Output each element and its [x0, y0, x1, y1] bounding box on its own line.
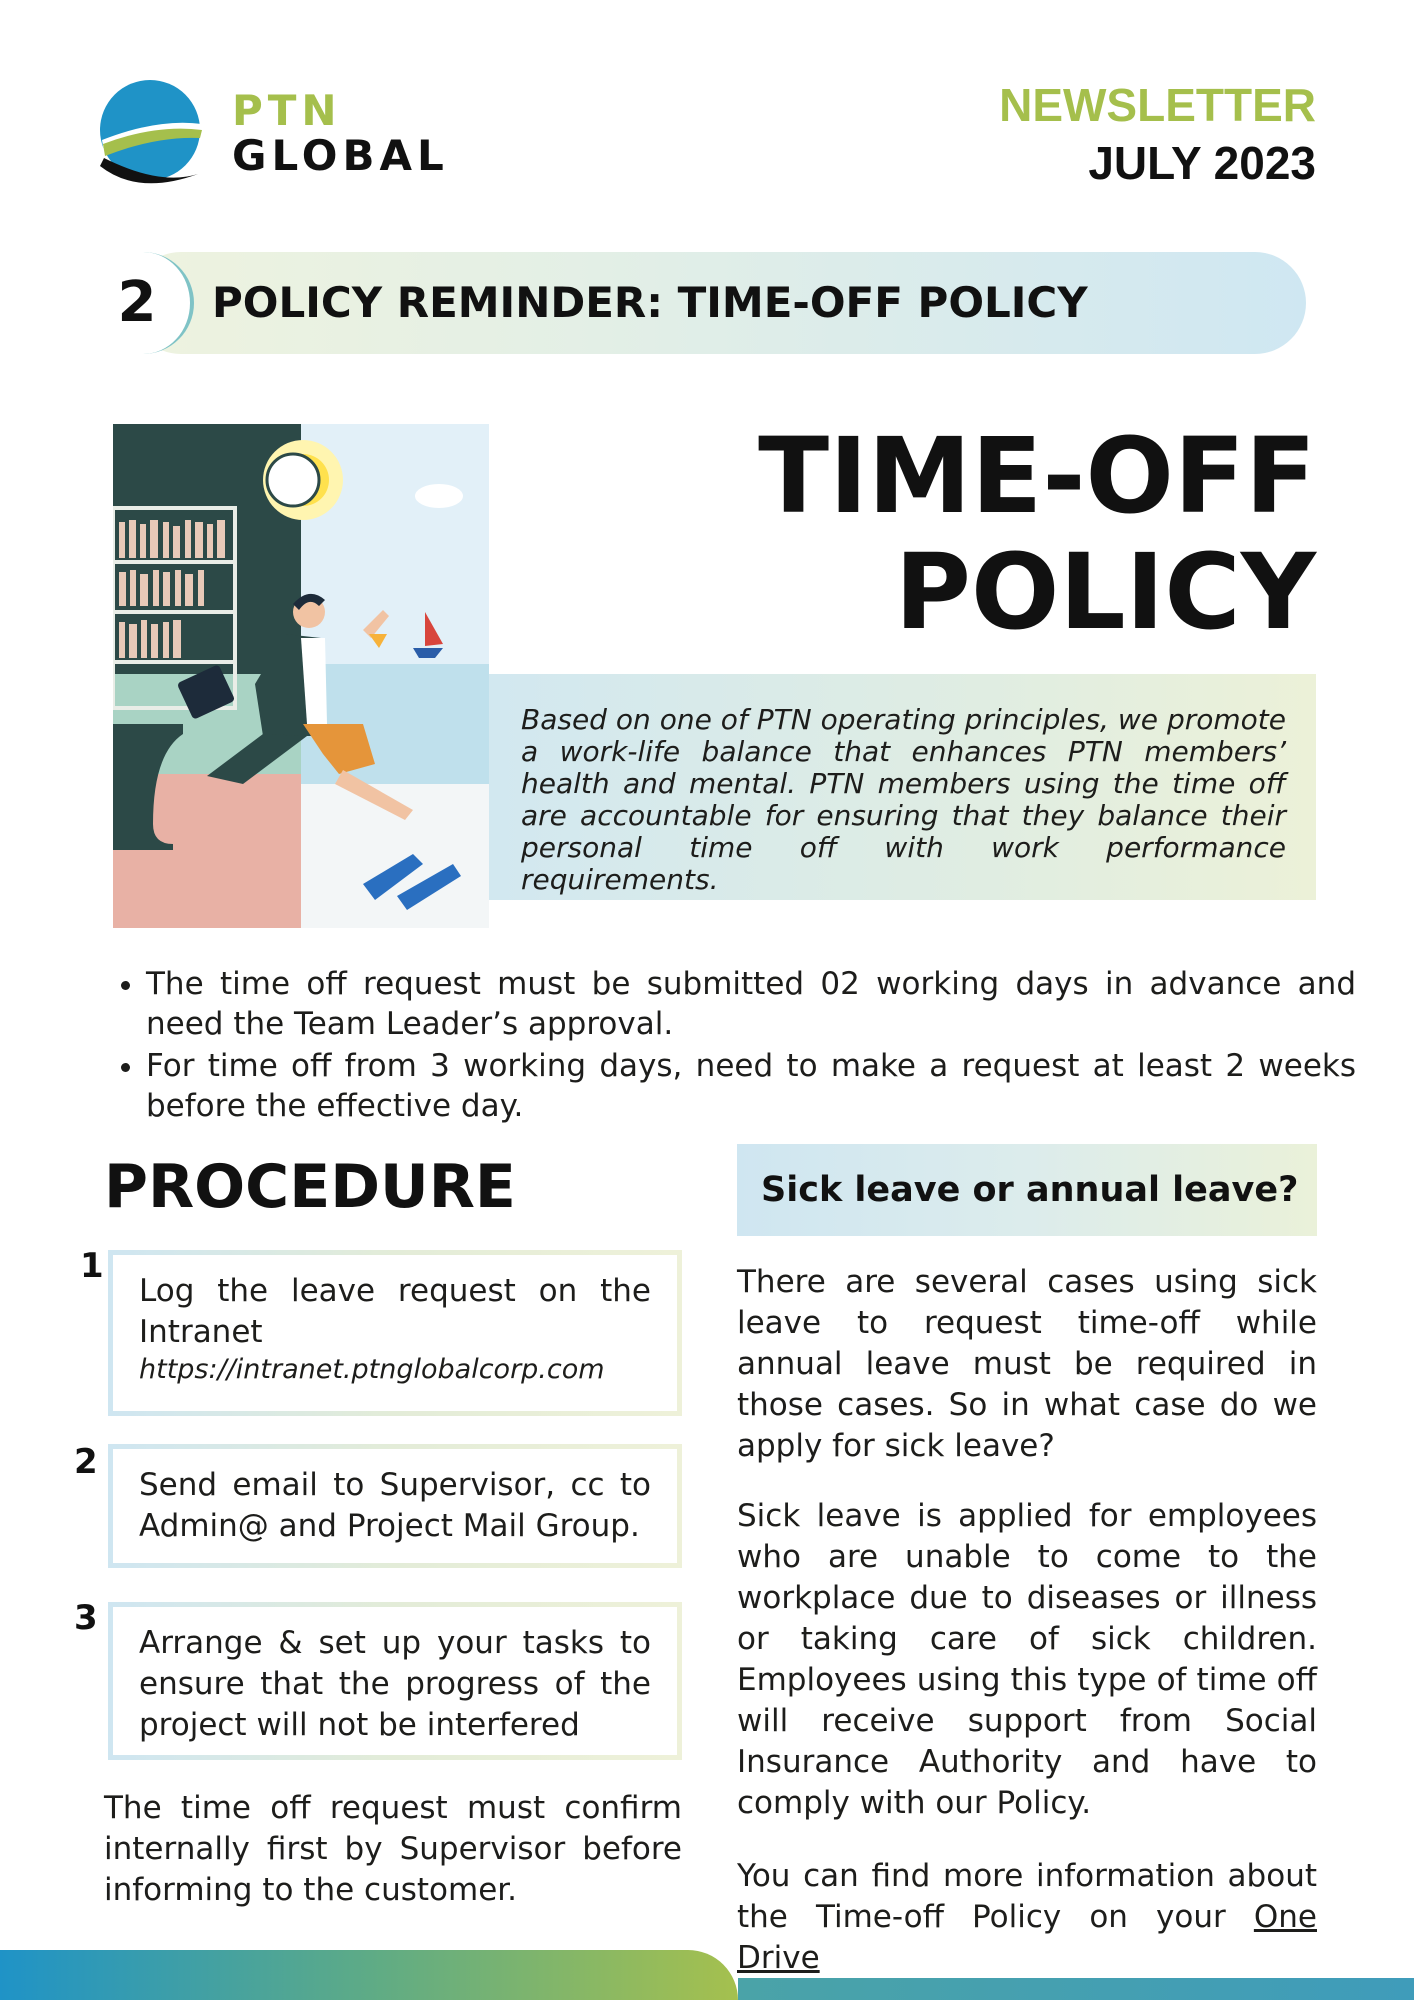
- logo-text-global: GLOBAL: [232, 131, 449, 180]
- newsletter-date: JULY 2023: [1088, 137, 1316, 189]
- sick-leave-heading: Sick leave or annual leave?: [737, 1144, 1317, 1236]
- vacation-illustration-icon: [113, 424, 489, 928]
- sick-leave-paragraph-1: There are several cases using sick leave to request time-off while annual leave must be required in those cases. So in what case do we apply for sick leave?: [737, 1264, 1317, 1464]
- footer-bar: [0, 1950, 738, 2000]
- procedure-note: The time off request must confirm internally first by Supervisor before informing to the customer.: [104, 1790, 682, 1908]
- sick-leave-paragraph-3: [737, 1856, 1317, 1979]
- page-title-line2: POLICY: [894, 531, 1316, 653]
- intranet-link[interactable]: https://intranet.ptnglobalcorp.com: [139, 1354, 605, 1385]
- step-text: Send email to Supervisor, cc to Admin@ and Project Mail Group.: [139, 1467, 651, 1544]
- logo-text-ptn: PTN: [232, 86, 342, 135]
- policy-bullets: [108, 964, 1356, 1128]
- list-item: • For time off from 3 working days, need to make a request at least 2 weeks before the effective day.: [146, 1046, 1356, 1126]
- section-number: 2: [117, 270, 157, 335]
- page-title: [758, 415, 1316, 653]
- page-title-line1: TIME-OFF: [758, 415, 1316, 537]
- sick-leave-paragraph-2: Sick leave is applied for employees who are unable to come to the workplace due to diseases or illness or taking care of sick children. Employees using this type of time off will receive support from Social Insurance Authority and have to comply with our Policy.: [737, 1498, 1317, 1821]
- procedure-step-1: [108, 1250, 682, 1416]
- procedure-step-3: [108, 1602, 682, 1760]
- step-number: 1: [80, 1246, 104, 1286]
- more-info-text: You can find more information about the Time-off Policy on your: [737, 1858, 1317, 1935]
- one-drive-link[interactable]: One Drive: [737, 1899, 1317, 1976]
- list-item: • The time off request must be submitted 02 working days in advance and need the Team Leader’s approval.: [146, 964, 1356, 1044]
- step-text: Log the leave request on the Intranet: [139, 1273, 651, 1350]
- intro-text: Based on one of PTN operating principles, we promote a work-life balance that enhances PTN members’ health and mental. PTN members using the time off are accountable for ensuring that they balance their personal time off with work performance requirements.: [521, 703, 1286, 896]
- step-text: Arrange & set up your tasks to ensure that the progress of the project will not be interfered: [139, 1625, 651, 1743]
- section-title: POLICY REMINDER: TIME-OFF POLICY: [212, 278, 1088, 327]
- procedure-heading: PROCEDURE: [104, 1152, 516, 1222]
- intro-box: [489, 674, 1316, 900]
- newsletter-label: NEWSLETTER: [999, 79, 1316, 131]
- step-number: 2: [74, 1442, 98, 1482]
- step-number: 3: [74, 1598, 98, 1638]
- footer-strip: [738, 1978, 1414, 2000]
- procedure-step-2: [108, 1444, 682, 1568]
